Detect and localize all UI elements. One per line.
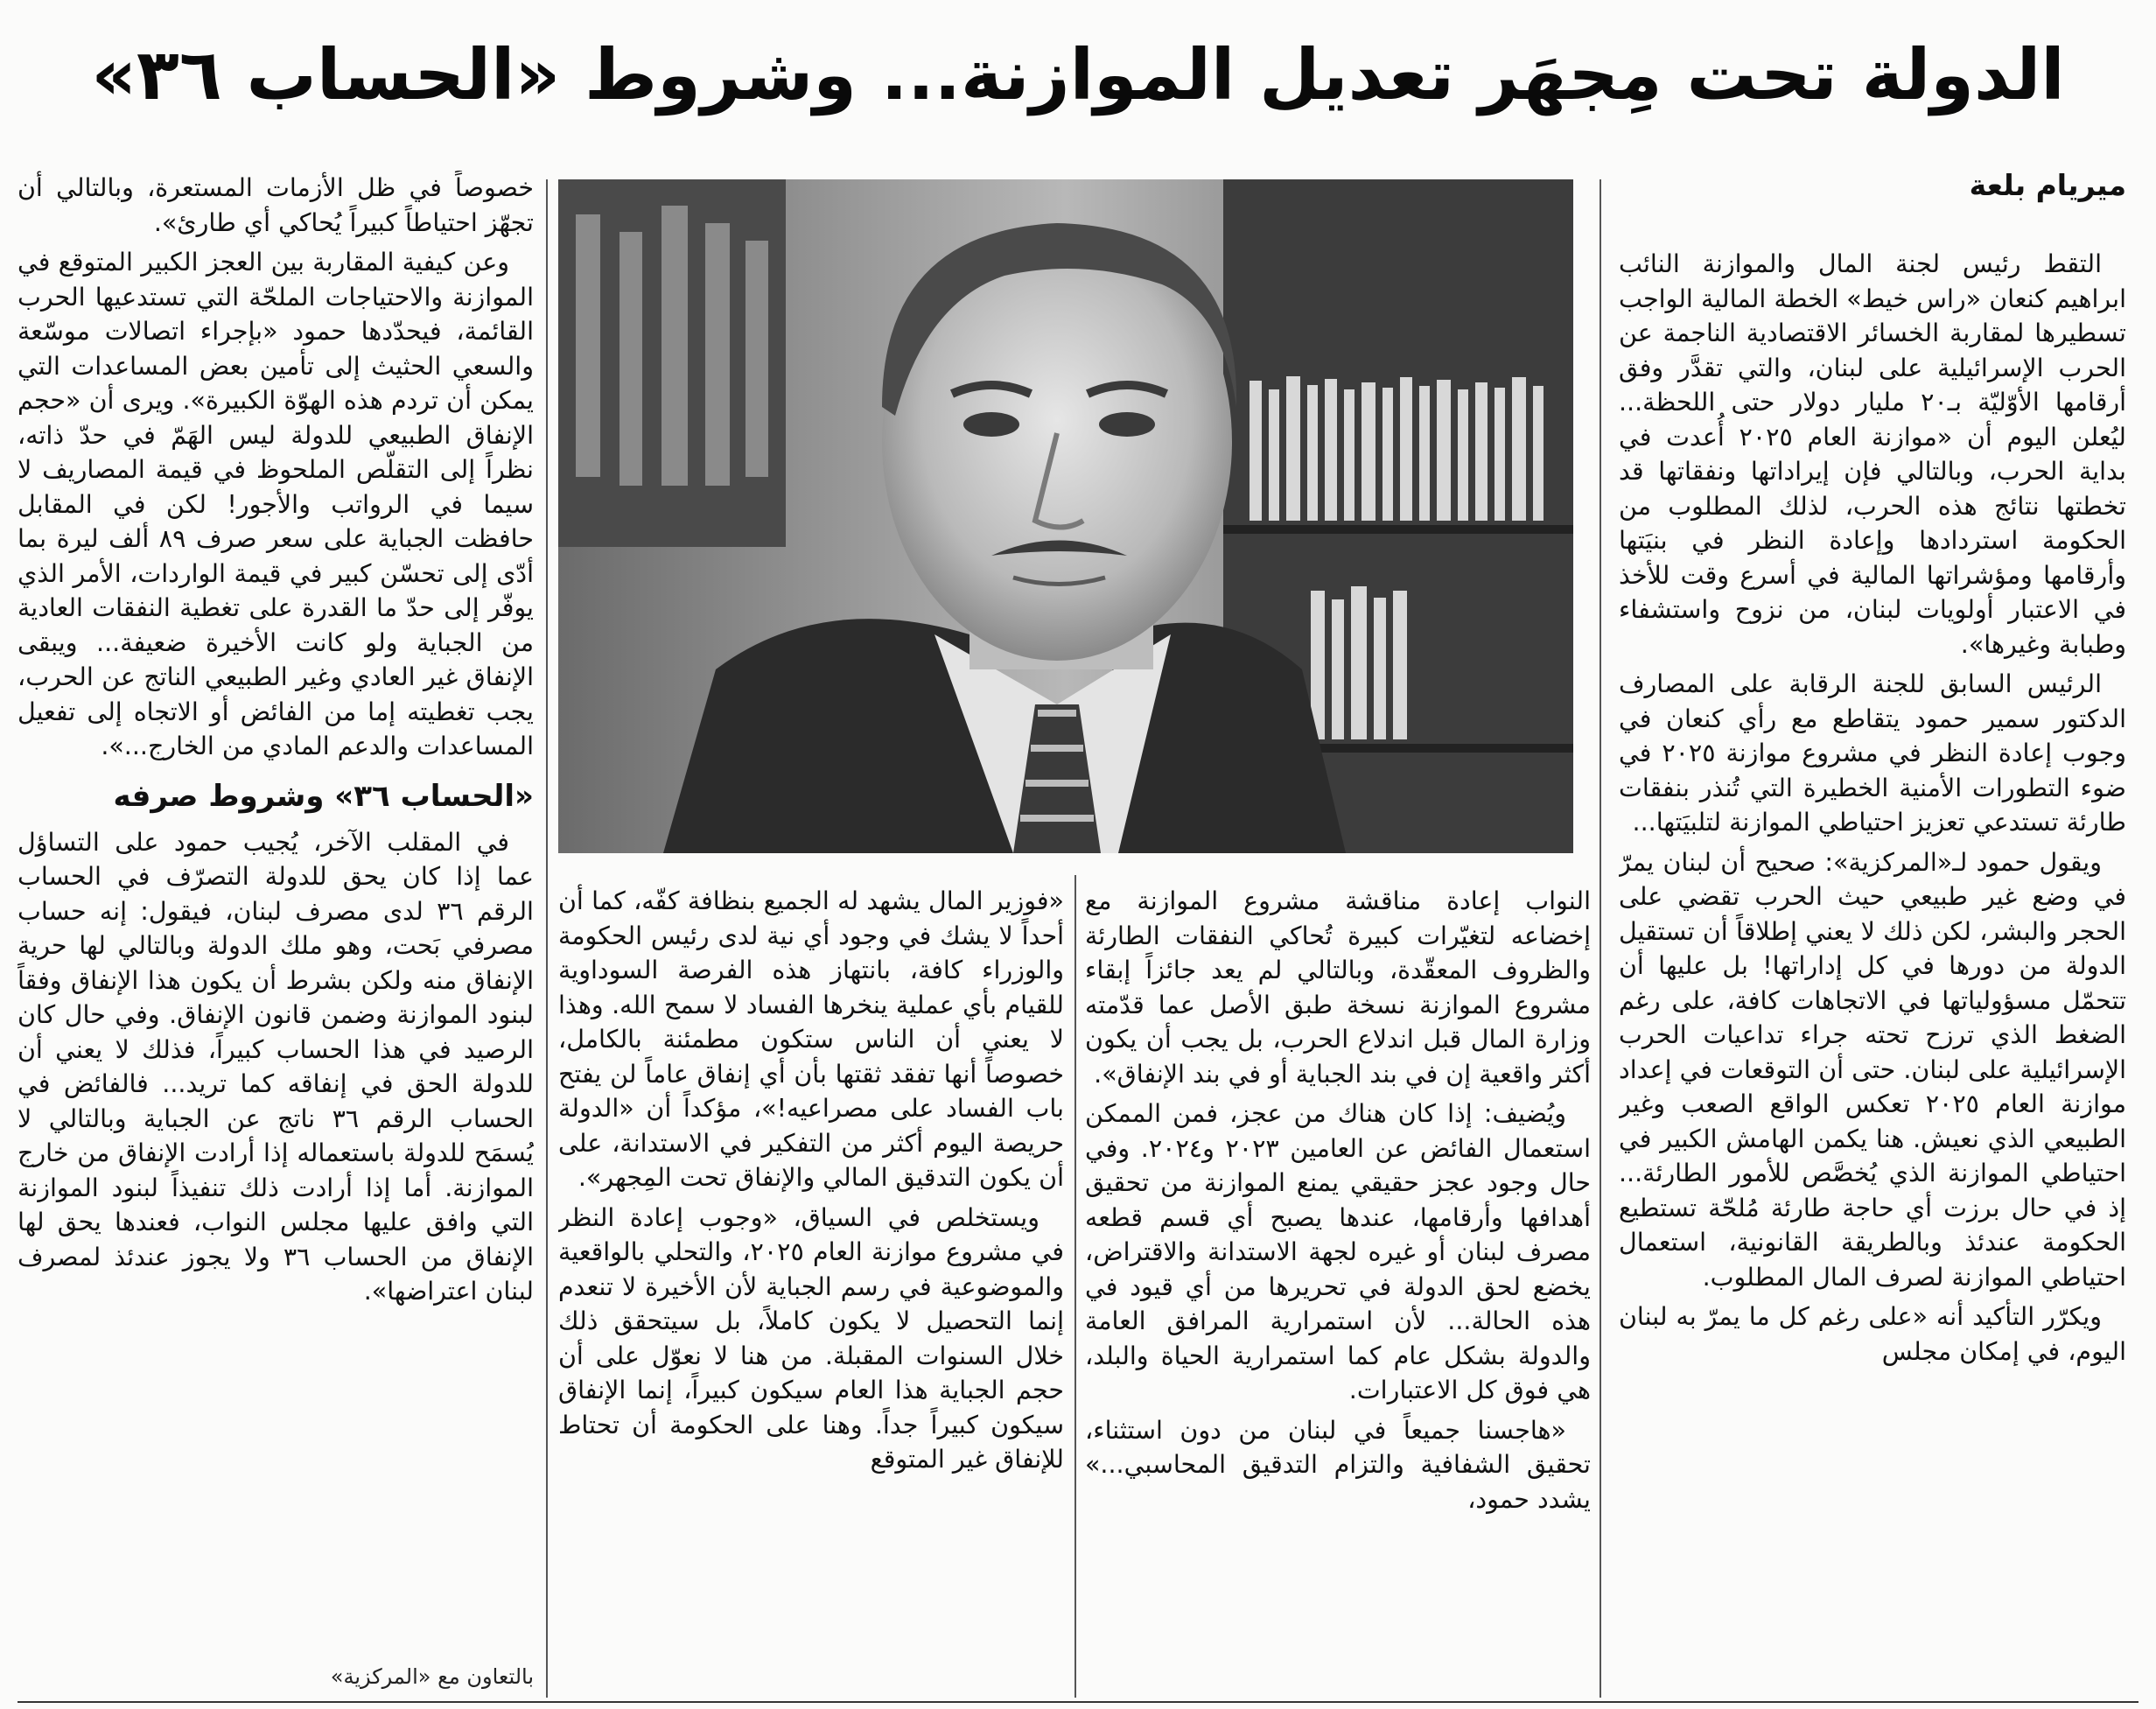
column-mid-left [558,884,1064,1699]
paragraph: «هاجسنا جميعاً في لبنان من دون استثناء، تحقيق الشفافية والتزام التدقيق المحاسبي...» يشدد حمود، [1085,1415,1591,1514]
paragraph: النواب إعادة مناقشة مشروع الموازنة مع إخضاعه لتغيّرات كبيرة تُحاكي النفقات الطارئة والظروف المعقّدة، وبالتالي لم يعد جائزاً إبقاء مشروع الموازنة نسخة طبق الأصل عما قدّمته وزارة المال قبل اندلاع الحرب، بل يجب أن يكون أكثر واقعية إن في بند الجباية أو في بند الإنفاق». [1085,886,1591,1089]
paragraph: ويستخلص في السياق، «وجوب إعادة النظر في مشروع موازنة العام ٢٠٢٥، والتحلي بالواقعية والموضوعية في رسم الجباية لأن الأخيرة لا تنعدم إنما التحصيل لا يكون كاملاً، بل سيتحقق ذلك خلال السنوات المقبلة. من هنا لا نعوّل على أن حجم الجباية هذا العام سيكون كبيراً، إنما الإنفاق سيكون كبيراً جداً. وهنا على الحكومة أن تحتاط للإنفاق غير المتوقع [558,1202,1064,1474]
paragraph: وعن كيفية المقاربة بين العجز الكبير المتوقع في الموازنة والاحتياجات الملحّة التي تستدعيها الحرب القائمة، فيحدّدها حمود «بإجراء اتصالات موسّعة والسعي الحثيث إلى تأمين بعض المساعدات التي يمكن أن تردم هذه الهوّة الكبيرة». ويرى أن «حجم الإنفاق الطبيعي للدولة ليس الهَمّ في حدّ ذاته، نظراً إلى التقلّص الملحوظ في قيمة المصاريف لا سيما في الرواتب والأجور! لكن في المقابل حافظت الجباية على سعر صرف ٨٩ ألف ليرة بما أدّى إلى تحسّن كبير في قيمة الواردات، الأمر الذي يوفّر إلى حدّ ما القدرة على تغطية النفقات العادية من الجباية ولو كانت الأخيرة ضعيفة... ويبقى الإنفاق غير العادي وغير الطبيعي الناتج عن الحرب، يجب تغطيته إما من الفائض أو الاتجاه إلى تفعيل المساعدات والدعم المادي من الخارج...». [18,248,534,760]
paragraph: الرئيس السابق للجنة الرقابة على المصارف الدكتور سمير حمود يتقاطع مع رأي كنعان في وجوب إعادة النظر في مشروع موازنة ٢٠٢٥ في ضوء التطورات الأمنية الخطيرة التي تُنذر بنفقات طارئة تستدعي تعزيز احتياطي الموازنة لتلبيَتها... [1619,669,2126,837]
paragraph: في المقلب الآخر، يُجيب حمود على التساؤل عما إذا كان يحق للدولة التصرّف في الحساب الرقم ٣٦ لدى مصرف لبنان، فيقول: إنه حساب مصرفي بَحت، وهو ملك الدولة وبالتالي لها حرية الإنفاق منه ولكن بشرط أن يكون هذا الإنفاق وفقاً لبنود الموازنة وضمن قانون الإنفاق. وفي حال كان الرصيد في هذا الحساب كبيراً، فذلك لا يعني أن للدولة الحق في إنفاقه كما تريد... فالفائض في الحساب الرقم ٣٦ ناتج عن الجباية وبالتالي لا يُسمَح للدولة باستعماله إذا أرادت الإنفاق من خارج الموازنة. أما إذا أرادت ذلك تنفيذاً لبنود الموازنة التي وافق عليها مجلس النواب، فعندها يحق لها الإنفاق من الحساب ٣٦ ولا يجوز عندئذ لمصرف لبنان اعتراضها». [18,827,534,1306]
paragraph: ويُضيف: إذا كان هناك من عجز، فمن الممكن استعمال الفائض عن العامين ٢٠٢٣ و٢٠٢٤. وفي حال وجود عجز حقيقي يمنع الموازنة من تحقيق أهدافها وأرقامها، عندها يصبح أي قسم قطعه مصرف لبنان أو غيره لجهة الاستدانة والاقتراض، يخضع لحق الدولة في تحريرها من أي قيود في هذه الحالة... لأن استمرارية المرافق العامة والدولة بشكل عام كما استمرارية الحياة والبلد، هي فوق كل الاعتبارات. [1085,1099,1591,1404]
source-credit: بالتعاون مع «المركزية» [330,1664,534,1689]
paragraph: التقط رئيس لجنة المال والموازنة النائب ابراهيم كنعان «راس خيط» الخطة المالية الواجب تسطيرها لمقاربة الخسائر الاقتصادية الناجمة عن الحرب الإسرائيلية على لبنان، والتي تقدَّر وفق أرقامها الأوّليّة بـ٢٠ مليار دولار حتى اللحظة... ليُعلن اليوم أن «موازنة العام ٢٠٢٥ أُعدت في بداية الحرب، وبالتالي فإن إيراداتها ونفقاتها قد تخطتها نتائج هذه الحرب، لذلك المطلوب من الحكومة استردادها وإعادة النظر في بنيَتها وأرقامها ومؤشراتها المالية في أسرع وقت للأخذ في الاعتبار أولويات لبنان، من نزوح واستشفاء وطبابة وغيرها». [1619,249,2126,659]
column-divider [546,179,548,1698]
column-divider [1074,875,1076,1698]
portrait-photo [558,179,1573,853]
paragraph: «فوزير المال يشهد له الجميع بنظافة كفّه، كما أن أحداً لا يشك في وجود أي نية لدى رئيس الحكومة والوزراء كافة، بانتهاز هذه الفرصة السوداوية للقيام بأي عملية ينخرها الفساد لا سمح الله. وهذا لا يعني أن الناس ستكون مطمئنة بالكامل، خصوصاً أنها تفقد ثقتها بأن أي إنفاق عاماً لن يفتح باب الفساد على مصراعيه!»، مؤكداً أن «الدولة حريصة اليوم أكثر من التفكير في الاستدانة، على أن يكون التدقيق المالي والإنفاق تحت المِجهر». [558,886,1064,1192]
article-headline: الدولة تحت مِجهَر تعديل الموازنة... وشروط «الحساب ٣٦» [91,34,2065,116]
paragraph: ويكرّر التأكيد أنه «على رغم كل ما يمرّ به لبنان اليوم، في إمكان مجلس [1619,1302,2126,1366]
column-left [18,171,534,1658]
bottom-rule [18,1701,2138,1703]
column-divider [1600,179,1601,1698]
portrait-illustration [558,179,1573,853]
paragraph: ويقول حمود لـ«المركزية»: صحيح أن لبنان يمرّ في وضع غير طبيعي حيث الحرب تقضي على الحجر والبشر، لكن ذلك لا يعني إطلاقاً أن تستقيل الدولة من دورها في كل إداراتها! بل عليها أن تتحمّل مسؤولياتها في الاتجاهات كافة، على رغم الضغط الذي ترزح تحته جراء تداعيات الحرب الإسرائيلية على لبنان. حتى أن التوقعات في إعداد موازنة العام ٢٠٢٥ تعكس الواقع الصعب وغير الطبيعي الذي نعيش. هنا يكمن الهامش الكبير في احتياطي الموازنة الذي يُخصَّص للأمور الطارئة... إذ في حال برزت أي حاجة طارئة مُلحّة تستطيع الحكومة عندئذ وبالطريقة القانونية، استعمال احتياطي الموازنة لصرف المال المطلوب. [1619,847,2126,1292]
column-mid-right [1085,884,1591,1699]
section-subheading: «الحساب ٣٦» وشروط صرفه [113,778,534,814]
column-right [1619,247,2126,1699]
paragraph: خصوصاً في ظل الأزمات المستعرة، وبالتالي أن تجهّز احتياطاً كبيراً يُحاكي أي طارئ». [18,173,534,237]
author-byline: ميريام بلعة [1969,168,2126,202]
